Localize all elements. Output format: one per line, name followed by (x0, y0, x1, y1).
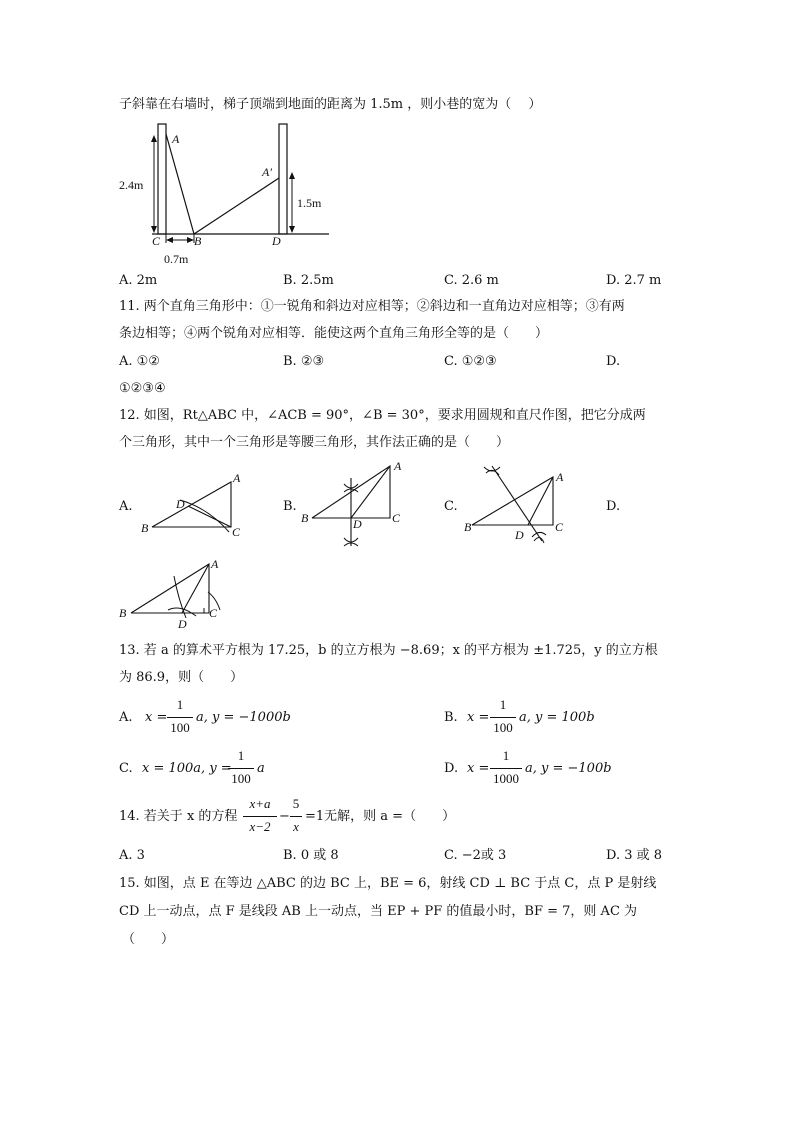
point-A: A (172, 132, 180, 146)
q13-b-frac: 1 100 (490, 698, 516, 736)
q12-figure-d (116, 558, 226, 633)
q13-c-post: a (257, 761, 265, 776)
ladder-left (166, 134, 194, 234)
q14-option-a[interactable]: A. 3 (119, 848, 145, 863)
q13-d-pre: x = (467, 761, 490, 776)
q13-d-frac: 1 1000 (490, 749, 522, 787)
q13-b-pre: x = (467, 710, 490, 725)
q12-figure-c (462, 463, 577, 548)
q12-figure-b (300, 458, 415, 553)
q11-option-a[interactable]: A. ①② (119, 354, 160, 369)
label-15m: 1.5m (297, 196, 322, 210)
q10-option-d[interactable]: D. 2.7 m (606, 273, 662, 288)
right-wall (279, 124, 287, 234)
q13-b-post: a, y = 100b (519, 710, 595, 725)
fd-A: A (211, 558, 219, 571)
q14-option-c[interactable]: C. −2或 3 (444, 848, 507, 863)
fd-C: C (209, 606, 218, 620)
fd-B: B (119, 606, 127, 620)
q11-line1: 11. 两个直角三角形中：①一锐角和斜边对应相等；②斜边和一直角边对应相等；③有两 (119, 299, 625, 314)
q10-option-c[interactable]: C. 2.6 m (444, 273, 499, 288)
ladder-right (194, 178, 279, 234)
fd-D: D (178, 617, 187, 631)
q14-post: =1无解，则 a =（ ） (305, 809, 456, 824)
label-07m: 0.7m (164, 252, 189, 266)
q11-option-d[interactable]: D. (606, 354, 621, 369)
point-D: D (272, 234, 281, 248)
point-C: C (152, 234, 161, 248)
q10-option-a[interactable]: A. 2m (119, 273, 158, 288)
q11-option-d-value: ①②③④ (119, 381, 166, 396)
q12-figure-a (138, 470, 253, 540)
fb-A: A (394, 459, 402, 473)
fc-A: A (556, 470, 564, 484)
q13-c-label: C. (119, 761, 133, 776)
fc-C: C (555, 520, 564, 534)
label-24m: 2.4m (119, 178, 144, 192)
q13-d-label: D. (444, 761, 459, 776)
q13-line1: 13. 若 a 的算术平方根为 17.25，b 的立方根为 −8.69；x 的平方根为 ±1.725，y 的立方根 (119, 643, 658, 658)
q14-minus: − (279, 809, 290, 824)
fc-B: B (464, 520, 472, 534)
q12-option-c-label[interactable]: C. (444, 499, 458, 514)
fb-B: B (301, 511, 309, 525)
fa-D: D (176, 497, 185, 511)
fb-C: C (392, 511, 401, 525)
q11-option-b[interactable]: B. ②③ (283, 354, 325, 369)
q11-line2: 条边相等；④两个锐角对应相等．能使这两个直角三角形全等的是（ ） (119, 326, 549, 341)
q13-b-label: B. (444, 710, 458, 725)
q12-option-d-label[interactable]: D. (606, 499, 621, 514)
fa-C: C (232, 525, 241, 539)
q12-option-a-label[interactable]: A. (119, 499, 133, 514)
q14-pre: 14. 若关于 x 的方程 (119, 809, 238, 824)
fa-B: B (141, 521, 149, 535)
q10-option-b[interactable]: B. 2.5m (283, 273, 334, 288)
q11-option-c[interactable]: C. ①②③ (444, 354, 497, 369)
q13-a-frac: 1 100 (167, 698, 193, 736)
q13-a-post: a, y = −1000b (196, 710, 291, 725)
q10-ladder-figure (114, 118, 334, 268)
q13-d-post: a, y = −100b (525, 761, 612, 776)
point-A-prime: A′ (262, 165, 272, 179)
fa-A: A (233, 471, 241, 485)
q15-line3: （ ） (122, 932, 175, 947)
left-wall (158, 124, 166, 234)
q13-line2: 为 86.9，则（ ） (119, 670, 244, 685)
q14-frac2: 5 x (290, 797, 302, 835)
q14-option-d[interactable]: D. 3 或 8 (606, 848, 663, 863)
point-B: B (194, 234, 202, 248)
q10-stem-tail: 子斜靠在右墙时，梯子顶端到地面的距离为 1.5m ，则小巷的宽为（ ） (119, 97, 542, 112)
q14-option-b[interactable]: B. 0 或 8 (283, 848, 339, 863)
q12-line1: 12. 如图，Rt△ABC 中，∠ACB = 90°，∠B = 30°，要求用圆规和直尺作图，把它分成两 (119, 408, 646, 423)
q15-line2: CD 上一动点，点 F 是线段 AB 上一动点，当 EP + PF 的值最小时，BF = 7，则 AC 为 (119, 904, 638, 919)
fc-D: D (515, 528, 524, 542)
q12-line2: 个三角形，其中一个三角形是等腰三角形，其作法正确的是（ ） (119, 435, 510, 450)
q13-c-pre: x = 100a, y = (142, 761, 232, 776)
q13-a-pre: x = (145, 710, 168, 725)
q12-option-b-label[interactable]: B. (283, 499, 297, 514)
q15-line1: 15. 如图，点 E 在等边 △ABC 的边 BC 上，BE = 6，射线 CD ⊥ BC 于点 C，点 P 是射线 (119, 876, 657, 891)
q14-frac1: x+a x−2 (243, 797, 277, 835)
q13-c-frac: 1 100 (228, 749, 254, 787)
fb-D: D (353, 517, 362, 531)
q13-a-label: A. (119, 710, 133, 725)
